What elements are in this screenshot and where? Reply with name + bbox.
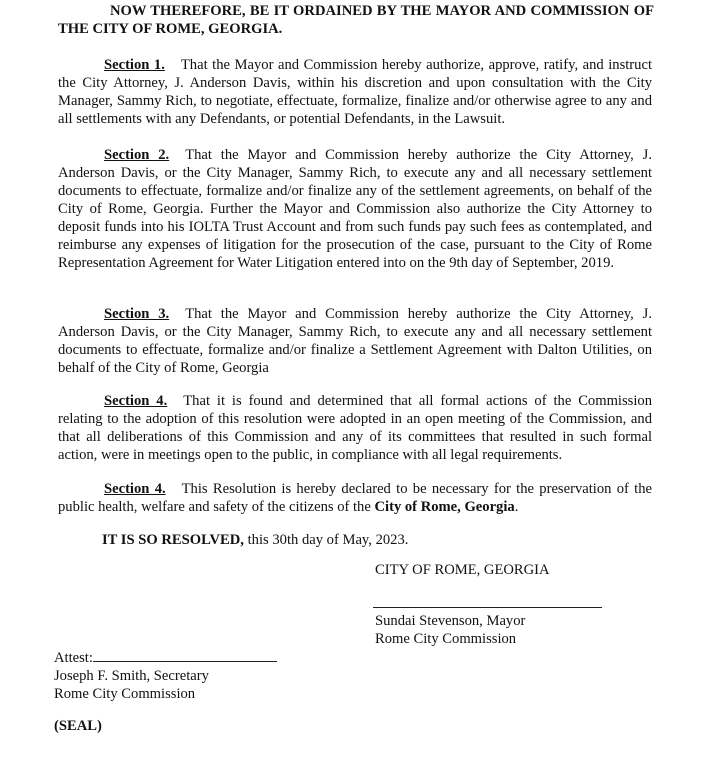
- section-1-label: Section 1.: [104, 57, 165, 73]
- section-3-paragraph: [58, 305, 652, 377]
- ordinance-heading: NOW THEREFORE, BE IT ORDAINED BY THE MAYOR AND COMMISSION OF THE CITY OF ROME, GEORGIA.: [58, 3, 654, 37]
- city-name: CITY OF ROME, GEORGIA: [375, 562, 550, 578]
- section-2-label: Section 2.: [104, 147, 170, 163]
- section-1-text: That the Mayor and Commission hereby authorize, approve, ratify, and instruct the City Attorney, J. Anderson Davis, within his discretion and upon consultation with the City Manager, Sammy Rich, to negotiate, effectuate, formalize, finalize and/or otherwise agree to any and all settlements with any Defendants, or potential Defendants, in the Lawsuit.: [58, 57, 653, 127]
- attest-signature-block: [54, 647, 277, 703]
- mayor-body: Rome City Commission: [375, 631, 517, 647]
- secretary-name-title: Joseph F. Smith, Secretary: [54, 668, 209, 684]
- section-5-text-end: .: [514, 499, 519, 515]
- resolved-bold: IT IS SO RESOLVED,: [102, 532, 244, 548]
- section-4-text: That it is found and determined that all formal actions of the Commission relating to the adoption of this resolution were adopted in an open meeting of the Commission, and that all deliberations of this Commission and any of its committees that resulted in such formal action, were in meetings open to the public, in compliance with all legal requirements.: [58, 393, 652, 463]
- mayor-name-title: Sundai Stevenson, Mayor: [375, 613, 526, 629]
- secretary-body: Rome City Commission: [54, 686, 196, 702]
- section-5-city-name: City of Rome, Georgia: [374, 499, 515, 515]
- section-5-paragraph: [58, 480, 652, 516]
- section-1-paragraph: [58, 56, 652, 128]
- section-5-text: This Resolution is hereby declared to be necessary for the preservation of the public health, welfare and safety of the citizens of the: [58, 481, 652, 515]
- resolved-date: this 30th day of May, 2023.: [243, 532, 409, 548]
- section-4-label: Section 4.: [104, 393, 168, 409]
- section-5-label: Section 4.: [104, 481, 166, 497]
- section-4-paragraph: [58, 392, 652, 464]
- mayor-signature-block: [375, 612, 525, 648]
- mayor-signature-line: [373, 607, 602, 608]
- seal-placeholder: (SEAL): [54, 718, 102, 734]
- attest-label: Attest:: [54, 650, 93, 666]
- attest-signature-line: [93, 647, 277, 662]
- resolved-line: [102, 531, 408, 549]
- section-2-text: That the Mayor and Commission hereby authorize the City Attorney, J. Anderson Davis, or the City Manager, Sammy Rich, to execute any and all necessary settlement documents to effectuate, formalize and/or finalize any of the settlement agreements, on behalf of the City of Rome, Georgia. Further the Mayor and Commission also authorize the City Attorney to deposit funds into his IOLTA Trust Account and from such funds pay such fees as contemplated, and reimburse any expenses of litigation for the prosecution of the case, pursuant to the City of Rome Representation Agreement for Water Litigation entered into on the 9th day of September, 2019.: [58, 147, 652, 271]
- section-2-paragraph: [58, 146, 652, 272]
- section-3-label: Section 3.: [104, 306, 170, 322]
- section-3-text: That the Mayor and Commission hereby authorize the City Attorney, J. Anderson Davis, or the City Manager, Sammy Rich, to execute any and all necessary settlement documents to effectuate, formalize and/or finalize a Settlement Agreement with Dalton Utilities, on behalf of the City of Rome, Georgia: [58, 306, 652, 376]
